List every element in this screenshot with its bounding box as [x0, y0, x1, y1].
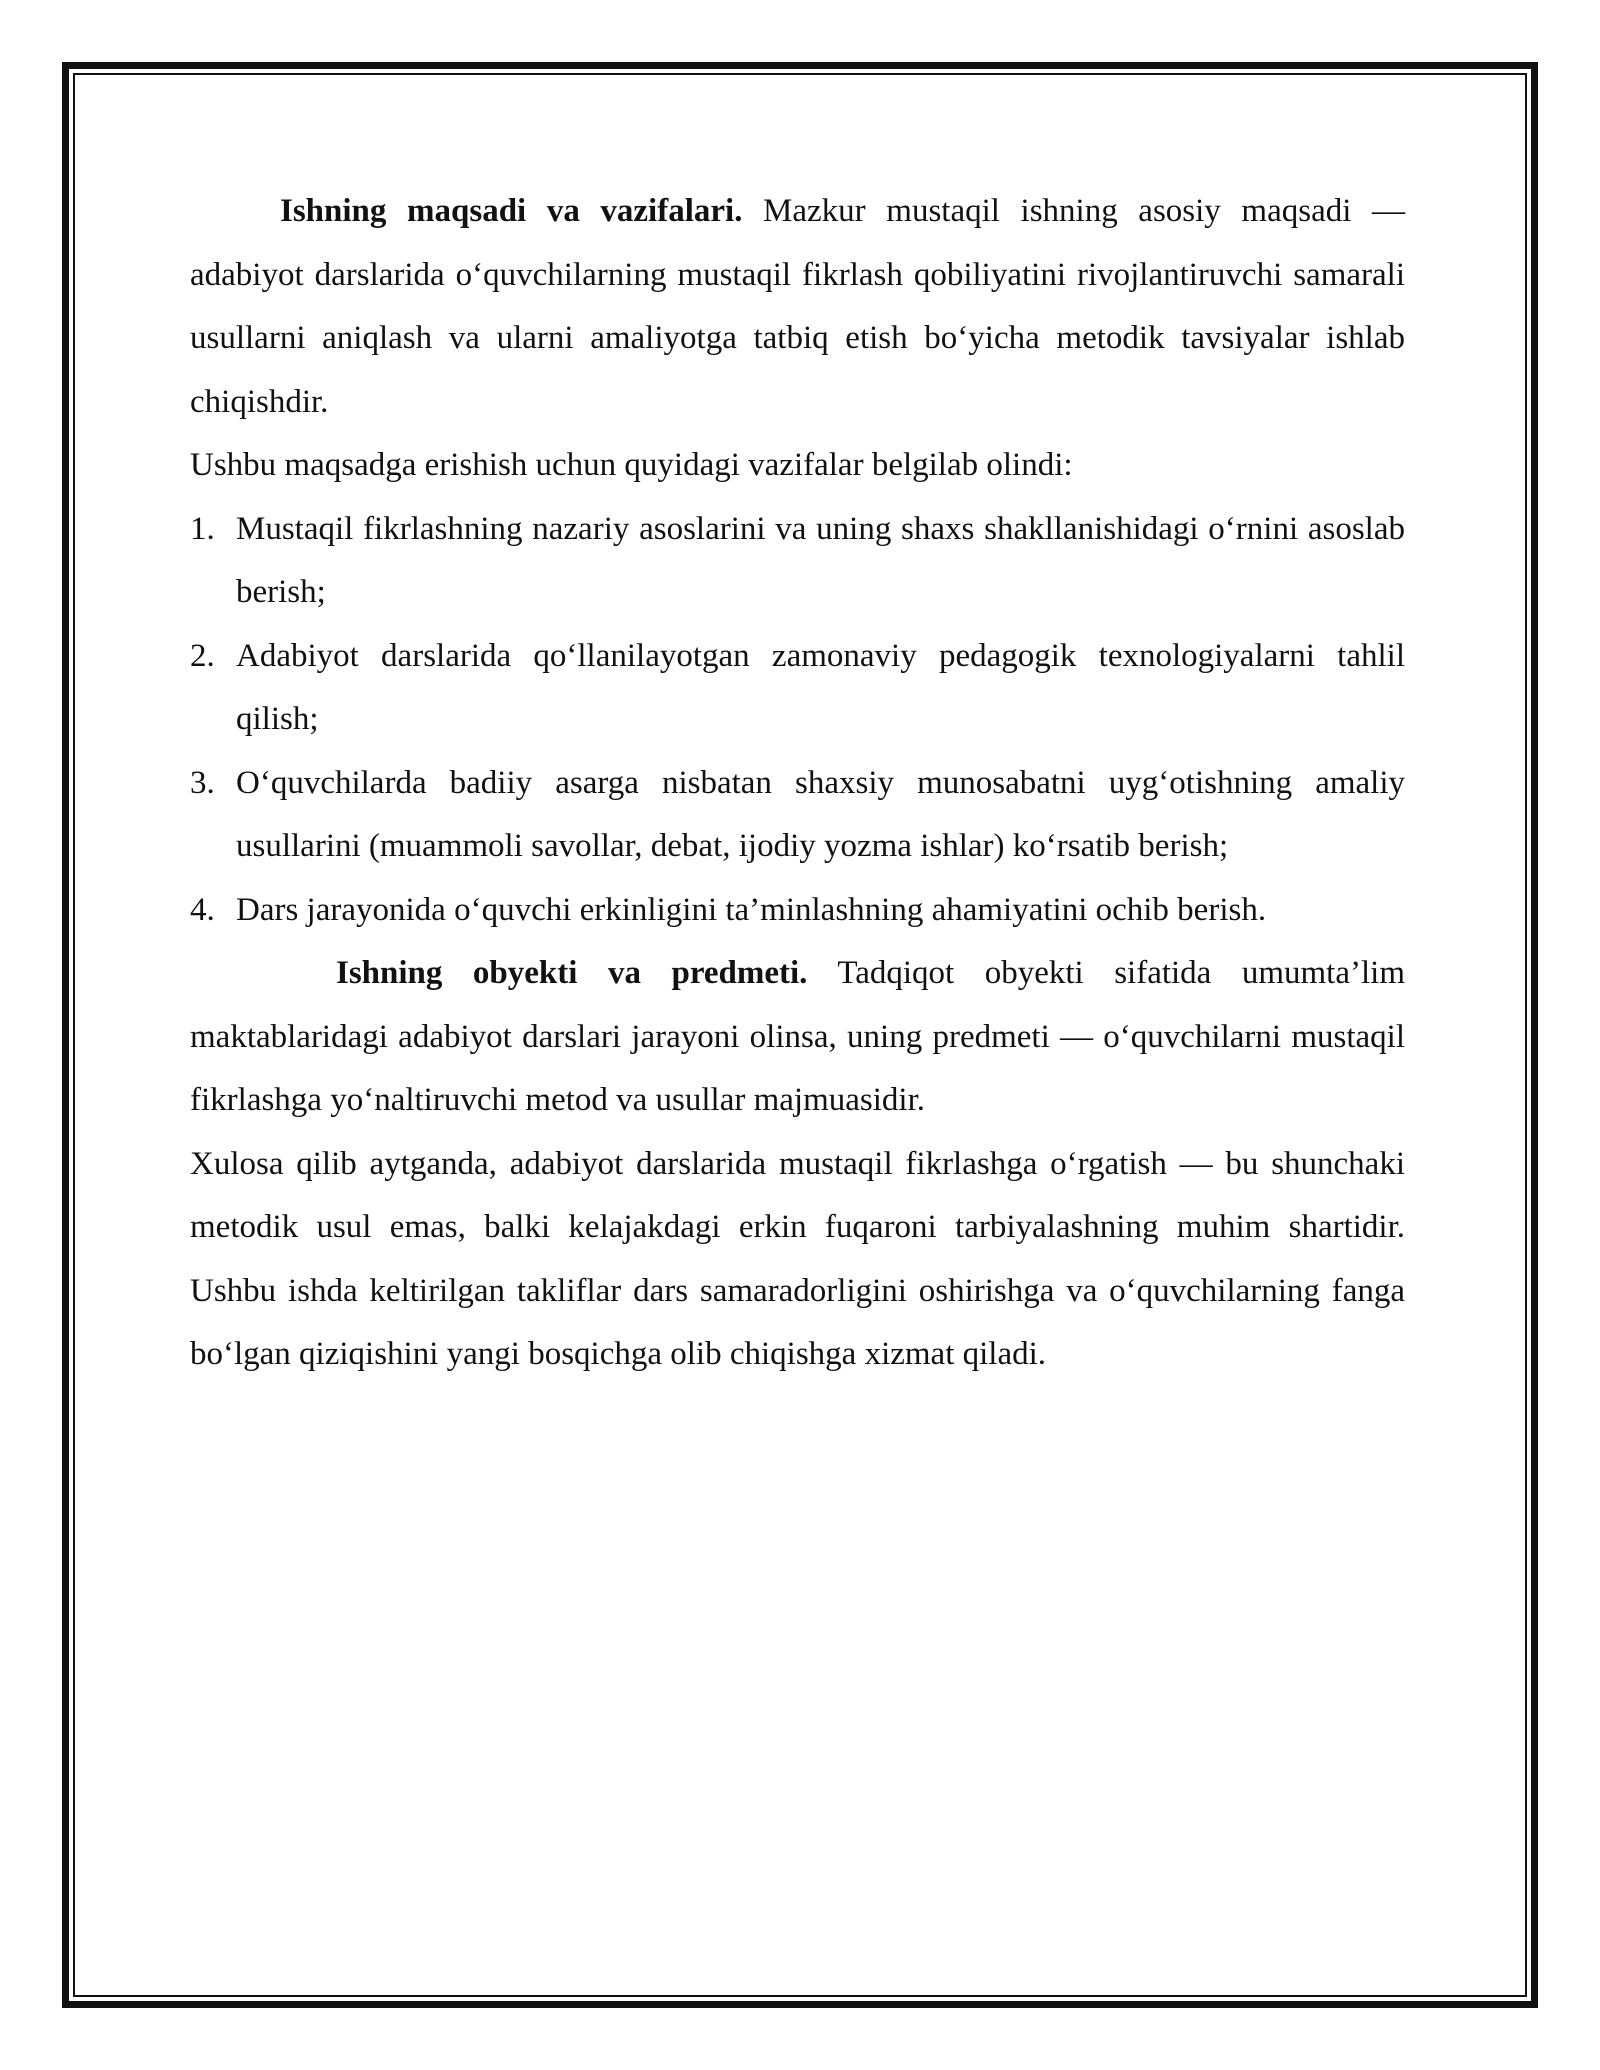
tasks-intro: Ushbu maqsadga erishish uchun quyidagi vazifalar belgilab olindi:	[190, 447, 1073, 483]
list-item	[190, 879, 1405, 943]
list-item	[190, 625, 1405, 752]
conclusion-paragraph: Xulosa qilib aytganda, adabiyot darslarida mustaqil fikrlashga o‘rgatish — bu shunchaki metodik usul emas, balki kelajakdagi erkin fuqaroni tarbiyalashning muhim shartidir. Ushbu ishda keltirilgan takliflar dars samaradorligini oshirishga va o‘quvchilarning fanga bo‘lgan qiziqishini yangi bosqichga olib chiqishga xizmat qiladi.	[190, 1145, 1405, 1372]
object-heading: Ishning obyekti va predmeti.	[336, 955, 808, 991]
document-body	[190, 180, 1405, 1387]
object-paragraph	[190, 942, 1405, 1133]
list-item-number: 2.	[190, 637, 215, 674]
list-item-text: Dars jarayonida o‘quvchi erkinligini ta’minlashning ahamiyatini ochib berish.	[236, 891, 1267, 928]
goals-paragraph	[190, 180, 1405, 434]
list-item-number: 3.	[190, 764, 215, 801]
list-item-text: Mustaqil fikrlashning nazariy asoslarini va uning shaxs shakllanishidagi o‘rnini asoslab berish;	[236, 510, 1405, 610]
goals-text: Mazkur mustaqil ishning asosiy maqsadi — adabiyot darslarida o‘quvchilarning mustaqil fikrlash qobiliyatini rivojlantiruvchi samarali usullarni aniqlash va ularni amaliyotga tatbiq etish bo‘yicha metodik tavsiyalar ishlab chiqishdir.	[190, 193, 1405, 420]
list-item-text: O‘quvchilarda badiiy asarga nisbatan shaxsiy munosabatni uyg‘otishning amaliy usullarini (muammoli savollar, debat, ijodiy yozma ishlar) ko‘rsatib berish;	[236, 764, 1405, 864]
list-item	[190, 752, 1405, 879]
list-item-number: 4.	[190, 891, 215, 928]
list-item-number: 1.	[190, 510, 215, 547]
tasks-list	[190, 498, 1405, 943]
list-item	[190, 498, 1405, 625]
object-text: Tadqiqot obyekti sifatida umumta’lim maktablaridagi adabiyot darslari jarayoni olinsa, uning predmeti — o‘quvchilarni mustaqil fikrlashga yo‘naltiruvchi metod va usullar majmuasidir.	[190, 955, 1405, 1118]
goals-heading: Ishning maqsadi va vazifalari.	[280, 193, 743, 229]
list-item-text: Adabiyot darslarida qo‘llanilayotgan zamonaviy pedagogik texnologiyalarni tahlil qilish;	[236, 637, 1405, 737]
